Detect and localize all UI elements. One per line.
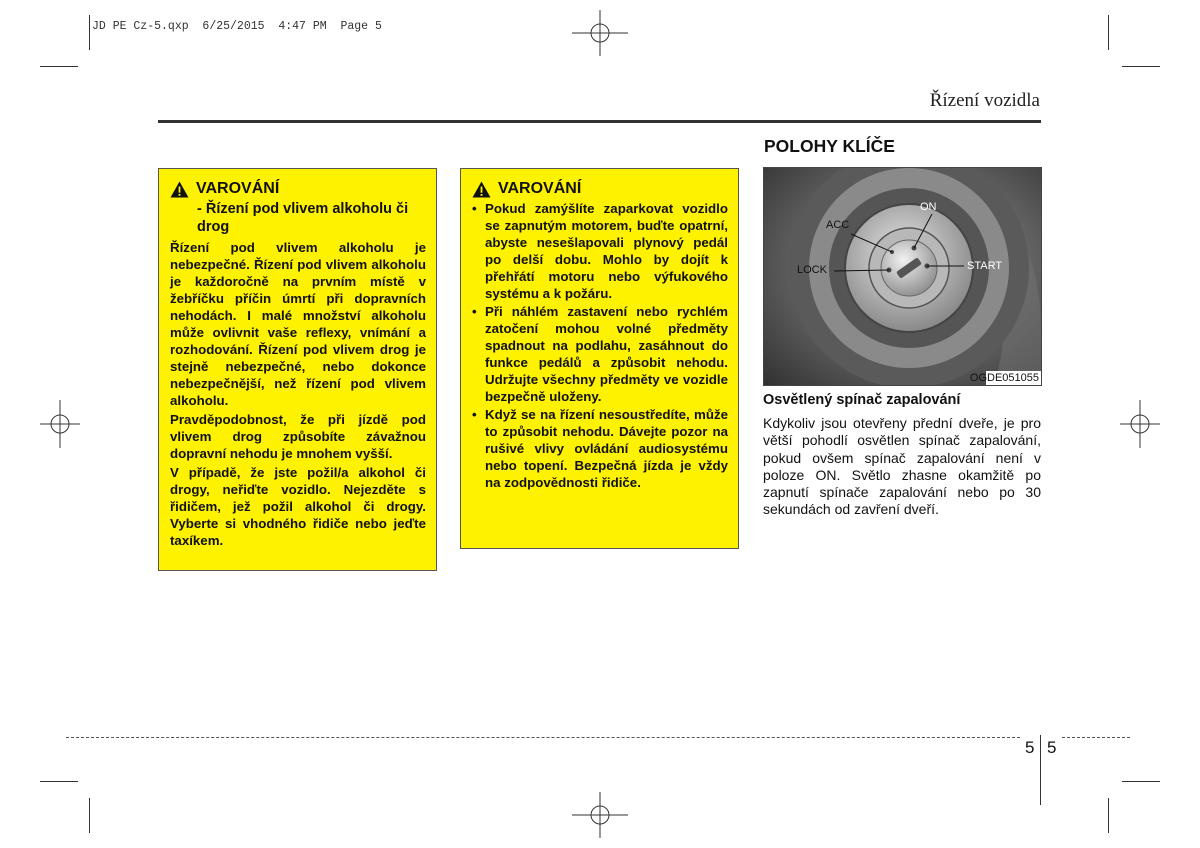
warning-triangle-icon <box>170 181 189 198</box>
registration-mark <box>40 400 80 448</box>
crop-mark <box>40 781 78 782</box>
warning-paragraph: Řízení pod vlivem alkoholu je nebezpečné. Řízení pod vlivem alkoholu je každoročně na prvním místě v žebříčku příčin úmrtí při dopravních nehodách. I malé množství alkoholu může ovlivnit vaše reflexy, vnímání a rozhodování. Řízení pod vlivem drog je stejně nebezpečné, nebo dokonce nebezpečnější, než řízení pod vlivem alkoholu. <box>170 240 426 408</box>
registration-mark <box>572 792 628 838</box>
crop-mark <box>40 66 78 67</box>
section-title: POLOHY KLÍČE <box>764 136 895 156</box>
figure-code: OGDE051055 <box>969 372 1039 384</box>
key-label-acc: ACC <box>826 219 850 231</box>
warning-list-item: • Při náhlém zastavení nebo rychlém zatočení mohou volné předměty spadnout na podlahu, zasáhnout do funkce pedálů a způsobit nehodu. Udržujte všechny předměty ve vozidle bezpečně uloženy. <box>472 303 728 405</box>
crop-mark <box>1108 15 1109 50</box>
warning-list <box>472 200 728 491</box>
chapter-number: 5 <box>1025 738 1035 757</box>
warning-heading <box>170 179 426 199</box>
footer-dashed-rule <box>1062 737 1130 738</box>
crop-mark <box>89 15 90 50</box>
warning-paragraph: Pravděpodobnost, že při jízdě pod vlivem drog způsobíte závažnou dopravní nehodu je mnohem vyšší. <box>170 412 426 461</box>
crop-mark <box>1108 798 1109 833</box>
warning-paragraph: V případě, že jste požil/a alkohol či drogy, neřiďte vozidlo. Nejezděte s řidičem, jež požil alkohol či drogy. Vyberte si vhodného řidiče nebo jeďte taxíkem. <box>170 465 426 548</box>
crop-mark <box>1122 66 1160 67</box>
crop-mark <box>89 798 90 833</box>
warning-heading <box>472 179 728 199</box>
warning-heading-text: VAROVÁNÍ <box>196 180 280 197</box>
registration-mark <box>1120 400 1160 448</box>
warning-box-alcohol <box>158 168 437 571</box>
print-slug: JD PE Cz-5.qxp 6/25/2015 4:47 PM Page 5 <box>92 20 382 33</box>
warning-list-item: • Když se na řízení nesoustředíte, může to způsobit nehodu. Dávejte pozor na rušivé vlivy ovládání audiosystému nebo topení. Bezpečná jízda je vždy na zodpovědnosti řidiče. <box>472 406 728 491</box>
warning-heading-text: VAROVÁNÍ <box>498 180 582 197</box>
ignition-switch-figure <box>763 167 1042 386</box>
figure-caption: Osvětlený spínač zapalování <box>763 392 961 408</box>
body-paragraph: Kdykoliv jsou otevřeny přední dveře, je pro větší pohodlí osvětlen spínač zapalování, pokud ovšem spínač zapalování není v poloze ON. Světlo zhasne okamžitě po zapnutí spínače zapalování nebo po 30 sekundách od zavření dveří. <box>763 415 1041 518</box>
footer-dashed-rule <box>66 737 1020 738</box>
crop-mark <box>1122 781 1160 782</box>
header-rule <box>158 120 1041 123</box>
page-number: 5 <box>1047 738 1057 757</box>
chapter-title: Řízení vozidla <box>929 90 1040 111</box>
warning-box-parking <box>460 168 739 549</box>
warning-subtitle: - Řízení pod vlivem alkoholu či drog <box>197 201 409 235</box>
warning-list-item: • Pokud zamýšlíte zaparkovat vozidlo se zapnutým motorem, buďte opatrní, abyste nesešlapovali plynový pedál po delší dobu. Mohlo by dojít k přehřátí motoru nebo výfukového systému a k požáru. <box>472 200 728 302</box>
key-label-start: START <box>967 260 1003 272</box>
registration-mark <box>572 10 628 56</box>
key-label-lock: LOCK <box>797 264 827 276</box>
ignition-switch-illustration <box>764 168 1041 385</box>
crop-mark <box>1040 735 1041 805</box>
warning-triangle-icon <box>472 181 491 198</box>
key-label-on: ON <box>920 201 937 213</box>
